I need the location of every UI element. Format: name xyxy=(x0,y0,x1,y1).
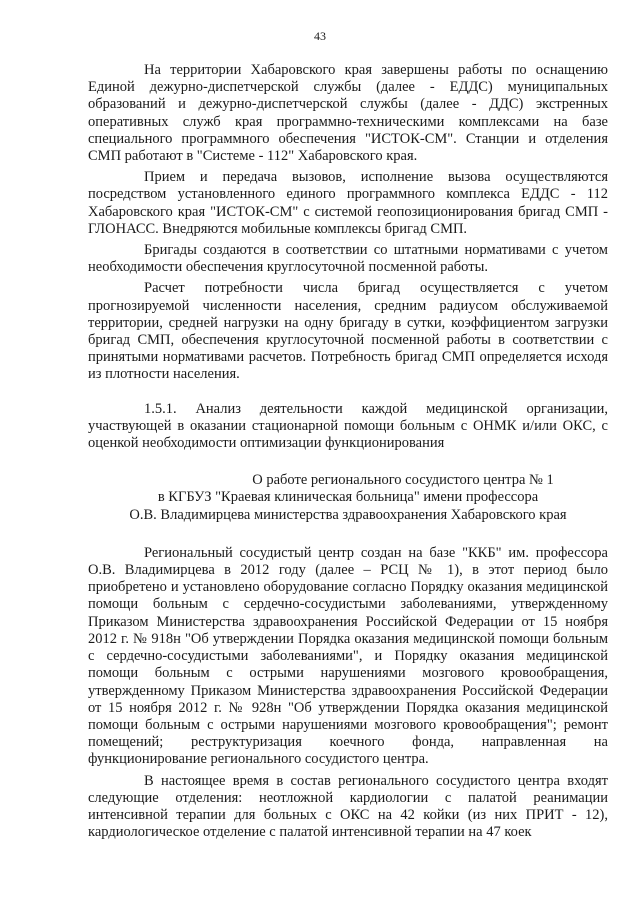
paragraph-call-handling: Прием и передача вызовов, исполнение вызова осуществляются посредством установленного единого программного комплекса ЕДДС - 112 Хабаровского края "ИСТОК-СМ" с системой геопозиционирования бригад СМП - ГЛОНАСС. Внедряются мобильные комплексы бригад СМП. xyxy=(88,169,608,237)
paragraph-edds: На территории Хабаровского края завершены работы по оснащению Единой дежурно-диспетчерской службы (далее - ЕДДС) муниципальных образований и дежурно-диспетчерской службы (далее - ДДС) экстренных оперативных служб края программно-техническими комплексами на базе специального программного обеспечения "ИСТОК-СМ". Станции и отделения СМП работают в "Системе - 112" Хабаровского края. xyxy=(88,62,608,165)
center-title-line-1: О работе регионального сосудистого центра № 1 xyxy=(252,472,554,489)
paragraph-center-creation: Региональный сосудистый центр создан на базе "ККБ" им. профессора О.В. Владимирцева в 2012 году (далее – РСЦ № 1), в этот период было приобретено и установлено оборудование согласно Порядку оказания медицинской помощи больным с сердечно-сосудистыми заболеваниями, утвержденному Приказом Министерства здравоохранения Российской Федерации от 15 ноября 2012 г. № 918н "Об утверждении Порядка оказания медицинской помощи больным с сердечно-сосудистыми заболеваниями", и Порядку оказания медицинской помощи больным с острыми нарушениями мозгового кровообращения, утвержденному Приказом Министерства здравоохранения Российской Федерации от 15 ноября 2012 г. № 928н "Об утверждении Порядка оказания медицинской помощи больным с острыми нарушениями мозгового кровообращения"; ремонт помещений; реструктуризация коечного фонда, направленная на функционирование регионального сосудистого центра. xyxy=(88,544,608,768)
paragraph-center-departments: В настоящее время в состав регионального сосудистого центра входят следующие отделения: неотложной кардиологии с палатой реанимации интенсивной терапии для больных с ОКС на 42 койки (из них ПРИТ - 12), кардиологическое отделение с палатой интенсивной терапии на 47 коек xyxy=(88,772,608,841)
page-number: 43 xyxy=(314,29,326,43)
center-title xyxy=(88,472,608,524)
center-title-line-2: в КГБУЗ "Краевая клиническая больница" имени профессора xyxy=(157,489,539,506)
section-heading: 1.5.1. Анализ деятельности каждой медицинской организации, участвующей в оказании стационарной помощи больным с ОНМК и/или ОКС, с оценкой необходимости оптимизации функционирования xyxy=(88,400,608,452)
paragraph-brigade-calculation: Расчет потребности числа бригад осуществляется с учетом прогнозируемой численности населения, средним радиусом обслуживаемой территории, средней нагрузки на одну бригаду в сутки, коэффициентом загрузки бригад СМП, обеспечения круглосуточной посменной работы в соответствии с принятыми нормативами расчетов. Потребность бригад СМП определяется исходя из плотности населения. xyxy=(88,280,608,383)
paragraph-brigades: Бригады создаются в соответствии со штатными нормативами с учетом необходимости обеспечения круглосуточной посменной работы. xyxy=(88,242,608,276)
center-title-line-3: О.В. Владимирцева министерства здравоохранения Хабаровского края xyxy=(129,506,567,523)
document-body xyxy=(88,62,608,845)
